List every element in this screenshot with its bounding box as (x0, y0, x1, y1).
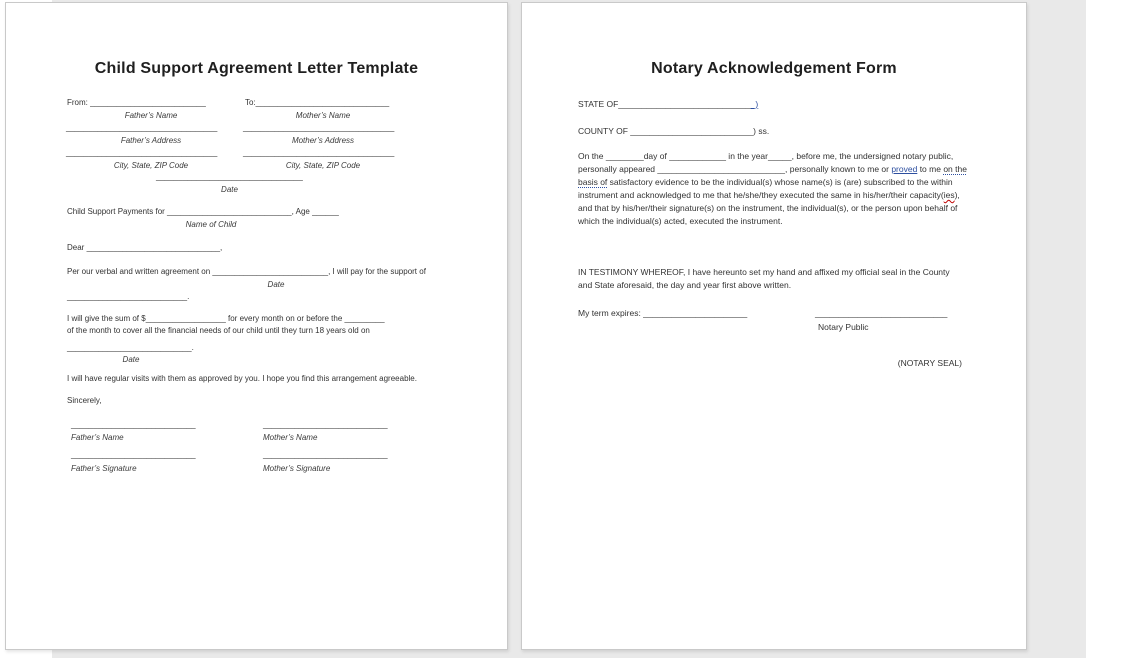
date-blank: _________________________________ (156, 172, 303, 181)
father-address-blank: __________________________________ (66, 123, 218, 132)
child-support-letter-page (5, 2, 508, 650)
date-caption: Date (221, 185, 238, 194)
sum-date-caption: Date (122, 355, 140, 364)
right-page-title: Notary Acknowledgement Form (651, 60, 897, 77)
county-of-field: COUNTY OF __________________________) ss. (578, 126, 770, 136)
mother-address-blank: __________________________________ (243, 123, 395, 132)
signature-mother-name-caption: Mother’s Name (263, 433, 318, 442)
mother-signature-caption: Mother’s Signature (263, 464, 331, 473)
father-signature-blank: ____________________________ (71, 450, 196, 459)
mother-address-caption: Mother’s Address (291, 136, 355, 145)
father-address-caption: Father’s Address (120, 136, 182, 145)
agreement-line: Per our verbal and written agreement on __________________________, I will pay for the support of (67, 267, 426, 276)
father-city-caption: City, State, ZIP Code (113, 161, 189, 170)
acknowledgement-text-2: to me (917, 164, 944, 174)
to-field: To:______________________________ (245, 98, 390, 107)
father-signature-caption: Father’s Signature (71, 464, 137, 473)
spellcheck-mark-ies: ies (943, 190, 955, 200)
acknowledgement-paragraph (578, 150, 968, 228)
payments-line: Child Support Payments for ____________________________, Age ______ (67, 207, 339, 216)
father-name-caption: Father’s Name (124, 111, 178, 120)
mother-name-signature-blank: ____________________________ (263, 420, 388, 429)
state-of-tracked-change: _) (750, 99, 759, 109)
mother-city-caption: City, State, ZIP Code (285, 161, 361, 170)
from-field: From: __________________________ (67, 98, 206, 107)
acknowledgement-text-3: satisfactory evidence to be the individual(s) whose name(s) is (are) subscribed to the within instrument and acknowledged to me that he/she/they executed the same in his/her/their capacity( (578, 177, 953, 200)
term-expires-field: My term expires: ______________________ (578, 308, 748, 318)
sum-line-3: ____________________________. (67, 343, 194, 352)
agreement-date-caption: Date (267, 280, 285, 289)
dear-line: Dear ______________________________, (67, 243, 223, 252)
acknowledgement-text-4: ), and that by his/her/their signature(s) on the instrument, the individual(s), or the person upon behalf of which the individual(s) acted, executed the instrument. (578, 190, 960, 226)
support-blank-line: ___________________________. (67, 292, 190, 301)
state-of-field (578, 99, 758, 110)
state-of-blank: ____________________________ (618, 99, 751, 109)
left-page-title: Child Support Agreement Letter Template (94, 60, 419, 77)
sum-line-2: of the month to cover all the financial needs of our child until they turn 18 years old on (67, 326, 370, 335)
name-of-child-caption: Name of Child (185, 220, 237, 229)
notary-seal-label: (NOTARY SEAL) (897, 358, 962, 368)
visits-line: I will have regular visits with them as approved by you. I hope you find this arrangement agreeable. (67, 374, 417, 383)
mother-city-blank: __________________________________ (243, 148, 395, 157)
sum-line-1: I will give the sum of $__________________ for every month on or before the _________ (67, 314, 385, 323)
father-name-signature-blank: ____________________________ (71, 420, 196, 429)
mother-name-caption: Mother’s Name (295, 111, 351, 120)
notary-acknowledgement-page (521, 2, 1027, 650)
father-city-blank: __________________________________ (66, 148, 218, 157)
grammar-mark-basis: on the basis of (578, 164, 967, 187)
state-of-label: STATE OF (578, 99, 619, 109)
tracked-change-proved: proved (891, 164, 918, 174)
signature-father-name-caption: Father’s Name (71, 433, 124, 442)
notary-signature-blank: ____________________________ (815, 308, 948, 318)
mother-signature-blank: ____________________________ (263, 450, 388, 459)
acknowledgement-text-1: On the ________day of ____________ in the year_____, before me, the undersigned notary public, personally appeared ___________________________, personally known to me or (578, 151, 954, 174)
notary-public-caption: Notary Public (818, 322, 869, 332)
sincerely-line: Sincerely, (67, 396, 102, 405)
testimony-paragraph: IN TESTIMONY WHEREOF, I have hereunto set my hand and affixed my official seal in the County and State aforesaid, the day and year first above written. (578, 267, 950, 290)
